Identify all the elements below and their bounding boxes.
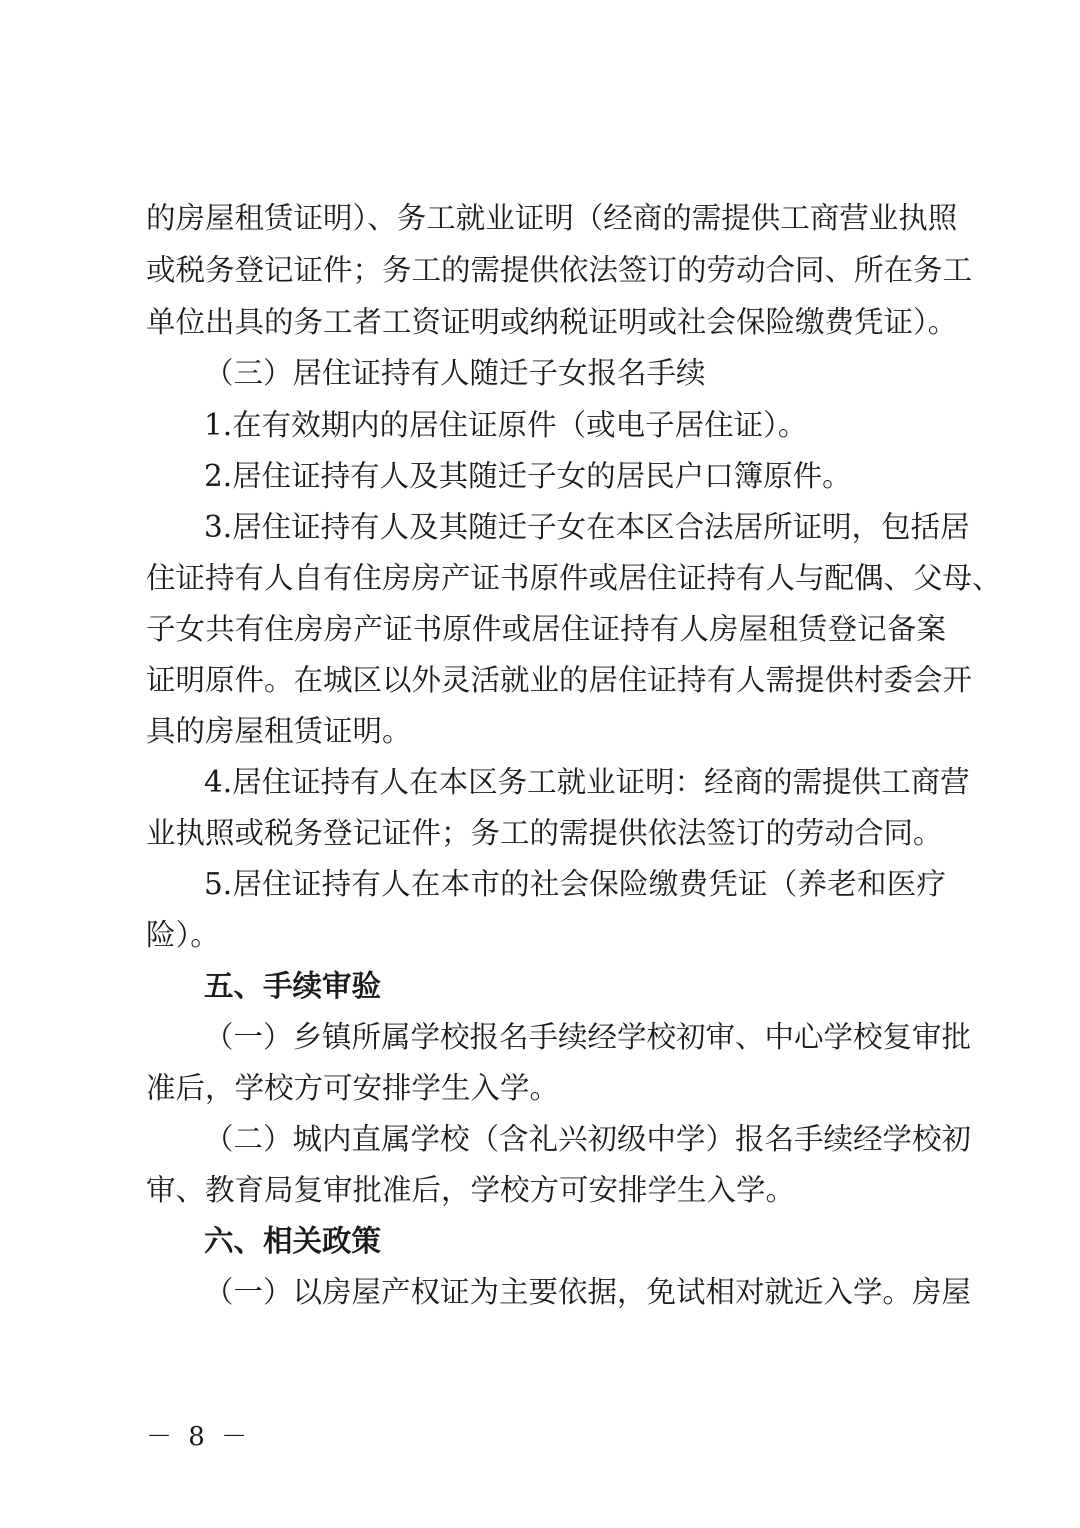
list-item-3-line-4: 证明原件。在城区以外灵活就业的居住证持有人需提供村委会开 [146,663,973,697]
paragraph-5-1-line-1: （一）乡镇所属学校报名手续经学校初审、中心学校复审批 [204,1020,972,1054]
list-item-1: 1.在有效期内的居住证原件（或电子居住证）。 [204,408,808,442]
list-item-4-line-1: 4.居住证持有人在本区务工就业证明：经商的需提供工商营 [204,765,970,799]
list-item-3-line-1: 3.居住证持有人及其随迁子女在本区合法居所证明，包括居 [204,510,970,544]
paragraph-6-1-line-1: （一）以房屋产权证为主要依据，免试相对就近入学。房屋 [204,1275,972,1309]
text-line-2: 或税务登记证件；务工的需提供依法签订的劳动合同、所在务工 [146,253,973,287]
paragraph-5-1-line-2: 准后，学校方可安排学生入学。 [146,1071,560,1105]
list-item-3-line-2: 住证持有人自有住房房产证书原件或居住证持有人与配偶、父母、 [146,561,1002,595]
list-item-5-line-1: 5.居住证持有人在本市的社会保险缴费凭证（养老和医疗 [204,867,946,901]
section-heading-5: 五、手续审验 [204,969,382,1003]
subsection-heading-3: （三）居住证持有人随迁子女报名手续 [204,356,706,390]
paragraph-5-2-line-1: （二）城内直属学校（含礼兴初级中学）报名手续经学校初 [204,1122,972,1156]
list-item-3-line-3: 子女共有住房房产证书原件或居住证持有人房屋租赁登记备案 [146,612,946,646]
paragraph-5-2-line-2: 审、教育局复审批准后，学校方可安排学生入学。 [146,1173,796,1207]
section-heading-6: 六、相关政策 [204,1224,382,1258]
list-item-2: 2.居住证持有人及其随迁子女的居民户口簿原件。 [204,459,852,493]
list-item-3-line-5: 具的房屋租赁证明。 [146,714,412,748]
text-line-3: 单位出具的务工者工资证明或纳税证明或社会保险缴费凭证）。 [146,305,958,339]
list-item-4-line-2: 业执照或税务登记证件；务工的需提供依法签订的劳动合同。 [146,816,943,850]
page-number: － 8 － [146,1422,252,1452]
text-line-1: 的房屋租赁证明）、务工就业证明（经商的需提供工商营业执照 [146,201,958,235]
list-item-5-line-2: 险）。 [146,918,220,952]
